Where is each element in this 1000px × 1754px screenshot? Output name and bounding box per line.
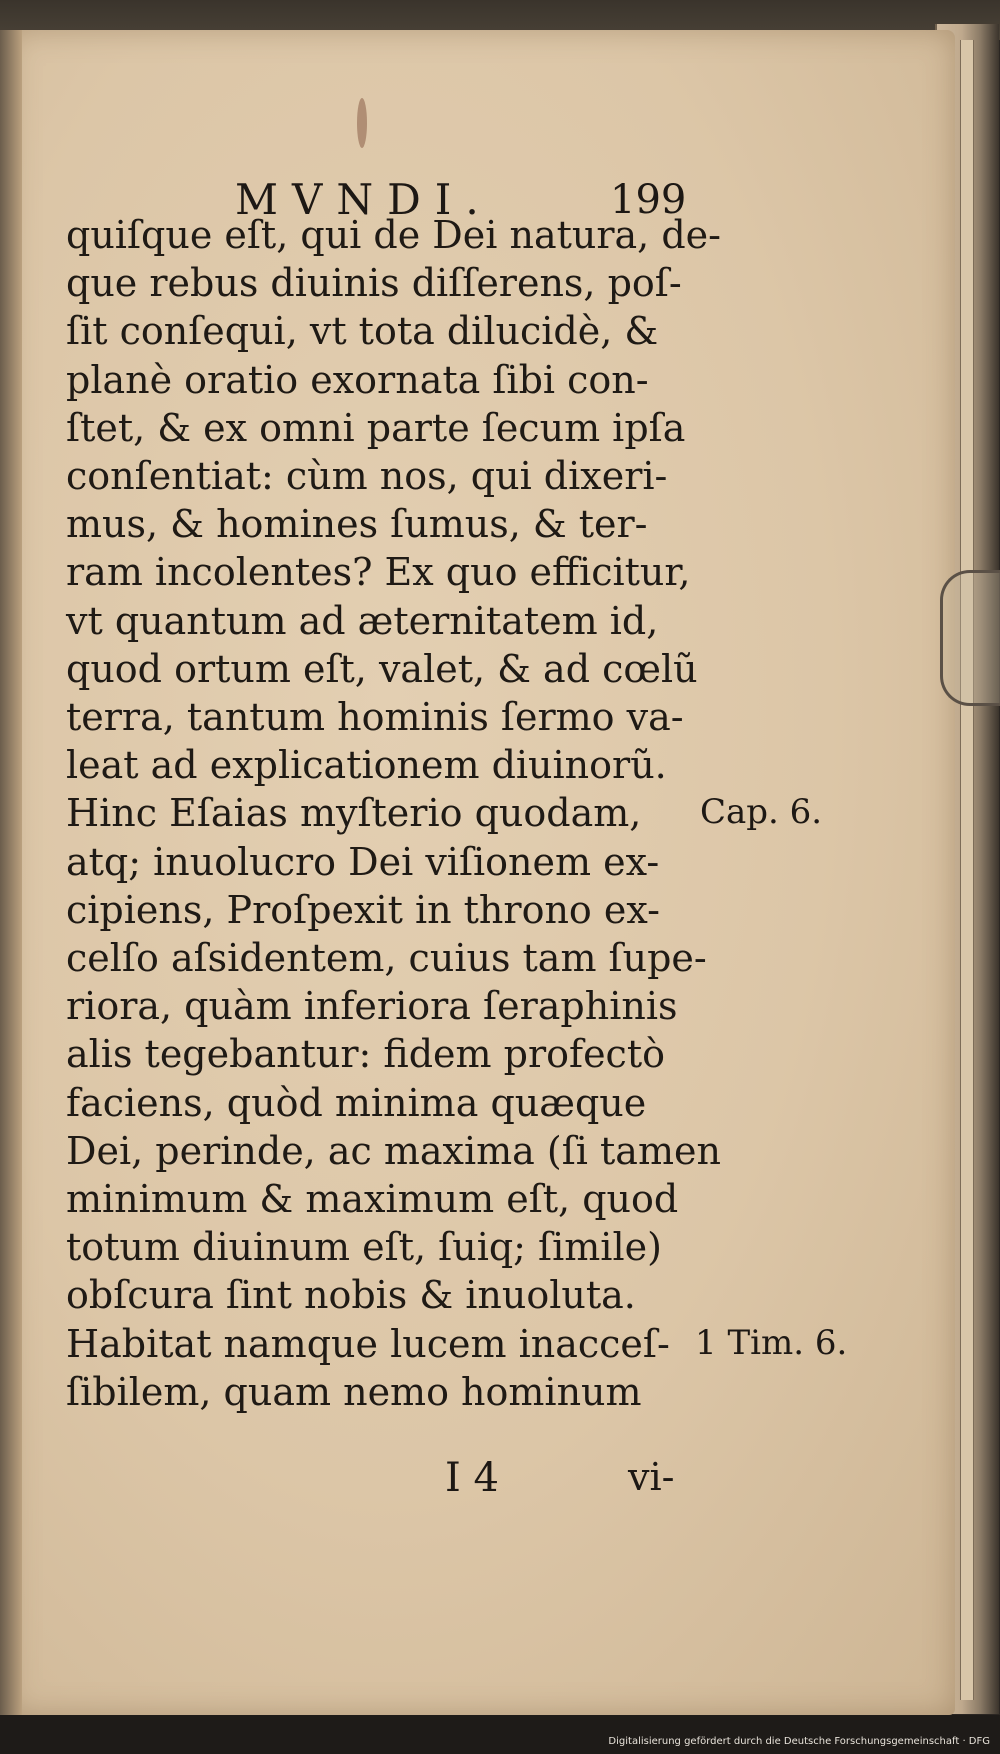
signature-mark: I 4	[445, 1455, 499, 1501]
text-line: cipiens, Proſpexit in throno ex-	[66, 887, 660, 932]
text-line: alis tegebantur: fidem profectò	[66, 1032, 665, 1077]
text-line: obſcura ſint nobis & inuoluta.	[66, 1273, 636, 1318]
text-line: vt quantum ad æternitatem id,	[66, 598, 659, 643]
text-line: ſit conſequi, vt tota dilucidè, &	[66, 309, 659, 354]
footer-bar	[0, 1734, 1000, 1754]
catchword: vi-	[628, 1455, 675, 1499]
margin-note: 1 Tim. 6.	[695, 1322, 848, 1363]
text-line: totum diuinum eſt, ſuiq; ſimile)	[66, 1225, 662, 1270]
page-number: 199	[610, 177, 687, 223]
text-line: atq; inuolucro Dei viſionem ex-	[66, 839, 660, 884]
book-gutter	[0, 30, 22, 1715]
text-line: que rebus diuinis diſſerens, poſ-	[66, 261, 682, 306]
text-line: leat ad explicationem diuinorũ.	[66, 743, 667, 788]
text-line: faciens, quòd minima quæque	[66, 1080, 647, 1125]
text-line: ſtet, & ex omni parte ſecum ipſa	[66, 405, 686, 450]
text-line: conſentiat: cùm nos, qui dixeri-	[66, 454, 668, 498]
running-head: MVNDI.	[235, 175, 493, 224]
text-line: mus, & homines ſumus, & ter-	[66, 502, 648, 547]
text-line: minimum & maximum eſt, quod	[66, 1177, 679, 1221]
page-block-inner-edge	[960, 40, 974, 1700]
margin-note: Cap. 6.	[700, 792, 823, 833]
text-line: planè oratio exornata ſibi con-	[66, 357, 649, 402]
text-line: riora, quàm inferiora ſeraphinis	[66, 984, 678, 1029]
text-line: Hinc Eſaias myſterio quodam,	[66, 791, 642, 836]
text-line: terra, tantum hominis ſermo va-	[66, 695, 684, 739]
text-line: celſo aſsidentem, cuius tam ſupe-	[66, 936, 707, 980]
text-line: quiſque eſt, qui de Dei natura, de-	[66, 213, 721, 257]
text-line: Dei, perinde, ac maxima (ſi tamen	[66, 1128, 721, 1173]
text-line: quod ortum eſt, valet, & ad cœlũ	[66, 646, 698, 691]
scan-clip	[940, 570, 1000, 706]
digitization-credit: Digitalisierung gefördert durch die Deutsche Forschungsgemeinschaft · DFG	[608, 1736, 990, 1747]
paper-stain	[357, 98, 367, 148]
text-line: Habitat namque lucem inacceſ-	[66, 1321, 670, 1366]
text-line: ram incolentes? Ex quo efficitur,	[66, 550, 691, 595]
text-line: ſibilem, quam nemo hominum	[66, 1369, 642, 1414]
